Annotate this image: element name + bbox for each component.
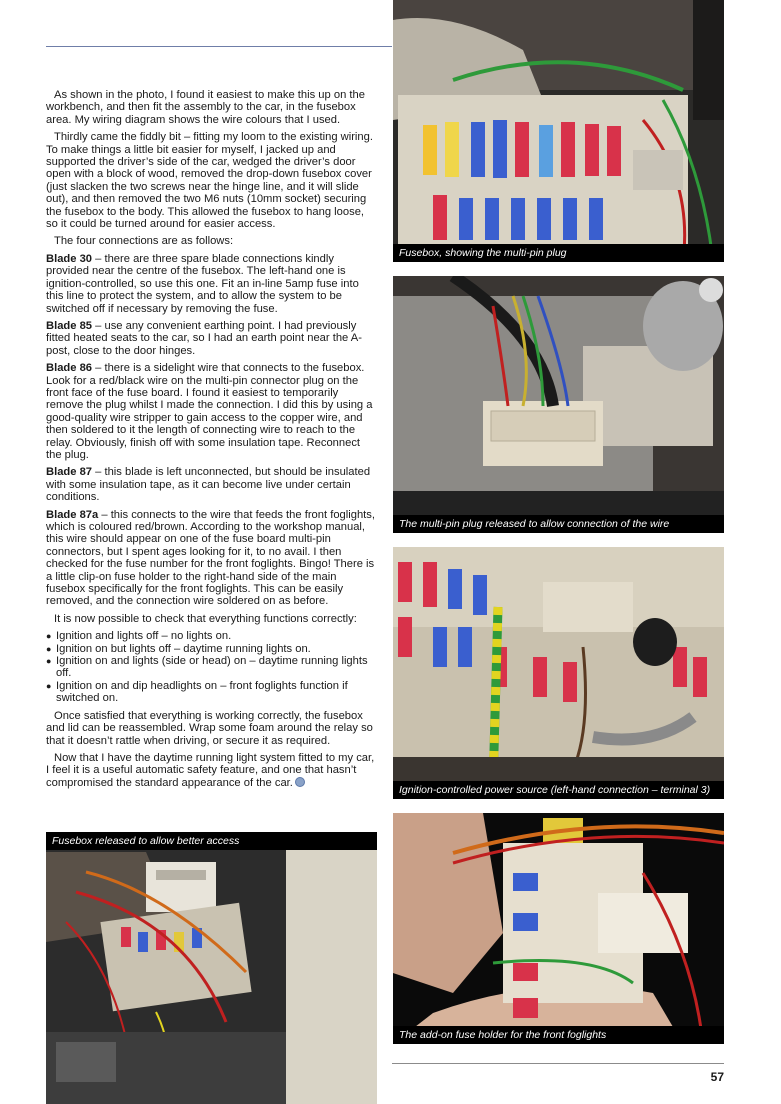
photo-multipin-released (393, 276, 724, 533)
photo-caption: Ignition-controlled power source (left-hand connection – terminal 3) (393, 781, 724, 799)
photo-ignition-source (393, 547, 724, 799)
blade-30-paragraph (46, 253, 378, 315)
check-list (46, 630, 378, 704)
list-item: ● Ignition on but lights off – daytime running lights on. (46, 643, 378, 655)
photo-caption: Fusebox, showing the multi-pin plug (393, 244, 724, 262)
paragraph: The four connections are as follows: (54, 235, 234, 248)
photo-caption: The multi-pin plug released to allow connection of the wire (393, 515, 724, 533)
fusebox-released-photo-image (46, 832, 377, 1104)
photo-caption: The add-on fuse holder for the front foglights (393, 1026, 724, 1044)
blade-label: Blade 87a (46, 508, 99, 521)
paragraph: Once satisfied that everything is working correctly, the fusebox and lid can be reassembled. Wrap some foam around the relay so that it doesn’t rattle when driving, or secure it as required. (46, 709, 373, 747)
fusebox-photo-image (393, 0, 724, 262)
article-body (46, 89, 378, 794)
blade-87a-paragraph (46, 509, 378, 608)
ignition-photo-image (393, 547, 724, 799)
fuse-holder-photo-image (393, 813, 724, 1044)
blade-85-paragraph (46, 320, 378, 357)
blade-text: – there are three spare blade connections kindly provided near the centre of the fusebox. The left-hand one is ignition-controlled, so use this one. Fit an in-line 5amp fuse into this line to protect the system, and to allow the system to be switched off if necessary by removing the fuse. (46, 252, 359, 315)
end-mark-icon (295, 777, 305, 787)
blade-text: – this connects to the wire that feeds the front foglights, which is coloured red/brown. According to the workshop manual, this wire should appear on one of the fuse board multi-pin connectors, but I spent ages looking for it, to no avail. I then checked for the fuse number for the front foglights. Bingo! There is a little clip-on fuse holder to the right-hand side of the main fusebox specifically for the front foglights. This can be easily removed, and the connection wire soldered on as before. (46, 508, 375, 608)
photo-fusebox-released (46, 832, 377, 1104)
photo-caption: Fusebox released to allow better access (46, 832, 377, 850)
blade-label: Blade 30 (46, 252, 93, 265)
footer-rule (392, 1063, 724, 1064)
paragraph: As shown in the photo, I found it easiest to make this up on the workbench, and then fit the assembly to the car, in the fusebox area. My wiring diagram shows the wire colours that I used. (46, 89, 365, 126)
list-item: ● Ignition and lights off – no lights on. (46, 630, 378, 642)
paragraph: Thirdly came the fiddly bit – fitting my loom to the existing wiring. To make things a little bit easier for myself, I jacked up and supported the driver’s side of the car, wedged the driver’s door open with a block of wood, removed the drop-down fusebox cover (just slacken the two screws near the hinge line, and it will slide out), and then removed the two M6 nuts (10mm socket) securing the fusebox to the body. This allowed the fusebox to hang loose, so it could be turned around for easier access. (46, 131, 373, 231)
closing-paragraph (46, 752, 378, 789)
list-item: ● Ignition on and dip headlights on – front foglights function if switched on. (46, 680, 378, 705)
page-number: 57 (710, 1070, 724, 1084)
blade-label: Blade 85 (46, 319, 93, 332)
photo-addon-fuse-holder (393, 813, 724, 1044)
multipin-photo-image (393, 276, 724, 533)
photo-fusebox-multipin (393, 0, 724, 262)
paragraph: It is now possible to check that everything functions correctly: (54, 612, 357, 625)
blade-86-paragraph (46, 362, 378, 461)
list-item: ● Ignition on and lights (side or head) on – daytime running lights off. (46, 655, 378, 680)
blade-87-paragraph (46, 466, 378, 503)
header-rule (46, 46, 392, 47)
closing-text: Now that I have the daytime running light system fitted to my car, I feel it is a useful automatic safety feature, and one that hasn’t compromised the standard appearance of the car. (46, 751, 375, 789)
blade-text: – this blade is left unconnected, but should be insulated with some insulation tape, as it can become live under certain conditions. (46, 466, 371, 504)
blade-label: Blade 87 (46, 466, 93, 479)
blade-label: Blade 86 (46, 362, 93, 375)
blade-text: – there is a sidelight wire that connects to the fusebox. Look for a red/black wire on the multi-pin connector plug on the front face of the fuse board. I found it easiest to temporarily remove the plug whilst I made the connection. I did this by using a good-quality wire stripper to gain access to the copper wire, and then soldered to it the length of connecting wire to reach to the relay. Obviously, finish off with some insulation tape. Reconnect the plug. (46, 362, 373, 461)
blade-text: – use any convenient earthing point. I had previously fitted heated seats to the car, so I had an earth point near the A-post, close to the door hinges. (46, 319, 362, 357)
